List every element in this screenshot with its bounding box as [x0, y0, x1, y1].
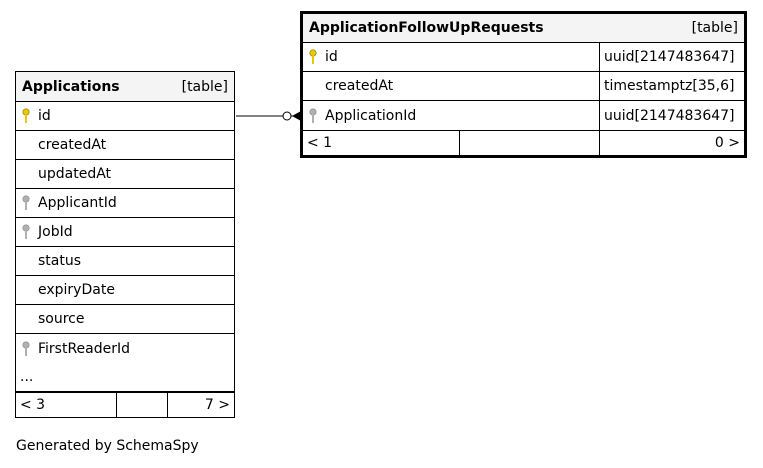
footer-spacer: [460, 131, 600, 155]
followups-header[interactable]: [303, 14, 744, 43]
column-name[interactable]: ApplicantId: [38, 195, 117, 211]
column-row[interactable]: [16, 160, 234, 189]
parents-count[interactable]: < 1: [303, 131, 460, 155]
more-columns-label: ...: [20, 369, 34, 385]
applications-table[interactable]: [15, 71, 235, 418]
key-icon-slot: [303, 108, 323, 124]
applications-header[interactable]: [16, 72, 234, 102]
column-row[interactable]: [16, 189, 234, 218]
applications-footer: [16, 392, 234, 417]
column-row[interactable]: [16, 305, 234, 334]
foreign-key-icon: [22, 195, 30, 211]
column-row[interactable]: [16, 131, 234, 160]
column-type: uuid[2147483647]: [599, 101, 744, 130]
column-row[interactable]: [16, 334, 234, 363]
primary-key-icon: [309, 49, 317, 65]
column-type: uuid[2147483647]: [599, 43, 744, 71]
followups-table[interactable]: [300, 11, 747, 158]
column-name[interactable]: createdAt: [38, 137, 107, 153]
zero-cardinality-circle: [283, 112, 291, 120]
table-kind: [table]: [181, 78, 228, 95]
column-row[interactable]: [16, 218, 234, 247]
children-count[interactable]: 7 >: [204, 397, 230, 413]
column-name[interactable]: id: [325, 49, 338, 65]
key-icon-slot: [16, 341, 36, 357]
column-name[interactable]: JobId: [38, 224, 73, 240]
column-name[interactable]: FirstReaderId: [38, 340, 131, 357]
foreign-key-icon: [309, 108, 317, 124]
column-row[interactable]: [303, 72, 744, 101]
column-row[interactable]: [16, 276, 234, 305]
column-name[interactable]: id: [38, 108, 51, 124]
column-name[interactable]: createdAt: [325, 78, 394, 94]
parents-count[interactable]: < 3: [16, 393, 117, 417]
column-row[interactable]: [16, 102, 234, 131]
key-icon-slot: [16, 224, 36, 240]
foreign-key-icon: [22, 341, 30, 357]
footer-spacer: [117, 393, 168, 417]
generated-by-label: Generated by SchemaSpy: [16, 438, 199, 454]
column-name[interactable]: updatedAt: [38, 166, 112, 182]
table-kind: [table]: [691, 20, 738, 36]
primary-key-icon: [22, 108, 30, 124]
column-name[interactable]: ApplicationId: [325, 107, 417, 124]
foreign-key-icon: [22, 224, 30, 240]
key-icon-slot: [16, 195, 36, 211]
table-name[interactable]: Applications: [22, 78, 120, 95]
table-name[interactable]: ApplicationFollowUpRequests: [309, 20, 544, 36]
column-name[interactable]: status: [38, 253, 82, 269]
column-row[interactable]: [303, 101, 744, 130]
column-type: timestamptz[35,6]: [599, 72, 744, 100]
key-icon-slot: [303, 49, 323, 65]
more-columns-row: [16, 363, 234, 392]
column-row[interactable]: [16, 247, 234, 276]
column-name[interactable]: source: [38, 311, 85, 327]
key-icon-slot: [16, 108, 36, 124]
column-name[interactable]: expiryDate: [38, 282, 115, 298]
followups-footer: [303, 130, 744, 155]
children-count[interactable]: 0 >: [714, 135, 740, 151]
column-row[interactable]: [303, 43, 744, 72]
